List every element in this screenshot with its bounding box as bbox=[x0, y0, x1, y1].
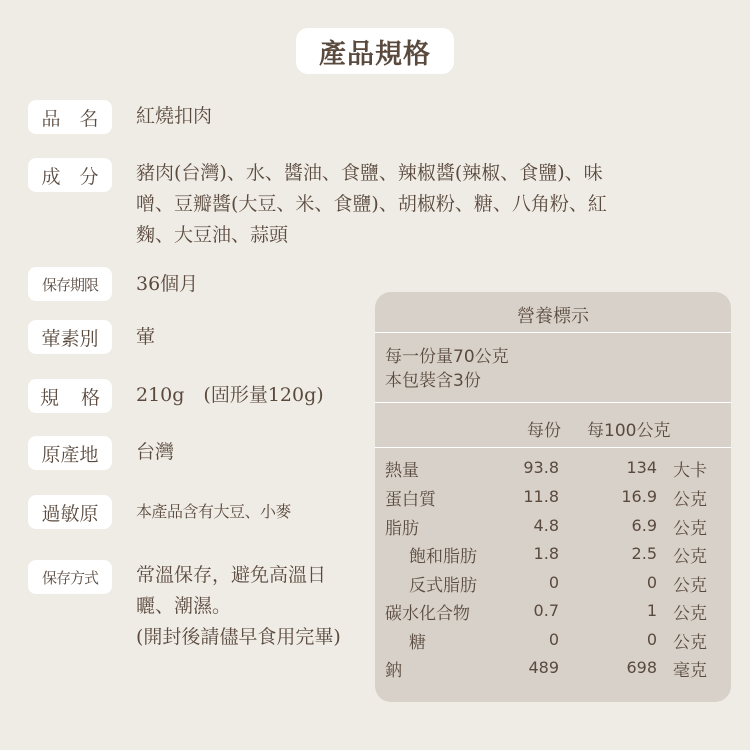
servings-per-pack: 本包裝含3份 bbox=[385, 371, 481, 391]
unit: 公克 bbox=[673, 633, 707, 653]
ingredients-label: 成 分 bbox=[28, 158, 112, 192]
allergen-label: 過敏原 bbox=[28, 495, 112, 529]
unit: 公克 bbox=[673, 547, 707, 567]
spec-value: 210g (固形量120g) bbox=[136, 384, 324, 406]
nutrition-row bbox=[375, 485, 731, 513]
nutrition-row bbox=[375, 456, 731, 484]
nutrition-row bbox=[375, 628, 731, 656]
nutrition-row bbox=[375, 656, 731, 684]
ingredients-value bbox=[136, 158, 607, 251]
origin-label: 原產地 bbox=[28, 436, 112, 470]
nutrition-row bbox=[375, 514, 731, 542]
serving-info bbox=[385, 345, 509, 393]
per-serving-value: 0 bbox=[548, 630, 559, 649]
per-100g-value: 16.9 bbox=[621, 487, 657, 506]
per-100g-value: 0 bbox=[646, 573, 657, 592]
per-100g-value: 1 bbox=[646, 601, 657, 620]
unit: 大卡 bbox=[673, 461, 707, 481]
serving-size: 每一份量70公克 bbox=[385, 347, 509, 367]
nutrition-row bbox=[375, 599, 731, 627]
nutrient-name: 反式脂肪 bbox=[409, 576, 477, 596]
nutrient-name: 糖 bbox=[409, 633, 426, 653]
nutrient-name: 脂肪 bbox=[385, 519, 419, 539]
nutrition-panel bbox=[375, 292, 731, 702]
ingredients-line: 麴、大豆油、蒜頭 bbox=[136, 224, 289, 246]
per-serving-value: 1.8 bbox=[533, 544, 559, 563]
per-serving-value: 0.7 bbox=[533, 601, 559, 620]
diet-value: 葷 bbox=[136, 326, 156, 348]
allergen-value: 本產品含有大豆、小麥 bbox=[136, 502, 292, 521]
diet-label: 葷素別 bbox=[28, 320, 112, 354]
storage-label: 保存方式 bbox=[28, 560, 112, 594]
divider bbox=[375, 402, 731, 403]
name-value: 紅燒扣肉 bbox=[136, 105, 213, 127]
nutrient-name: 鈉 bbox=[385, 661, 402, 681]
page-title: 產品規格 bbox=[296, 28, 454, 74]
spec-label: 規格 bbox=[28, 379, 112, 413]
origin-value: 台灣 bbox=[136, 441, 175, 463]
per-serving-value: 4.8 bbox=[533, 516, 559, 535]
shelf-life-label: 保存期限 bbox=[28, 267, 112, 301]
storage-line: 曬、潮濕。 bbox=[136, 595, 232, 617]
nutrient-name: 碳水化合物 bbox=[385, 604, 470, 624]
per-100g-value: 2.5 bbox=[631, 544, 657, 563]
unit: 公克 bbox=[673, 490, 707, 510]
ingredients-line: 豬肉(台灣)、水、醬油、食鹽、辣椒醬(辣椒、食鹽)、味 bbox=[136, 162, 603, 184]
per-serving-value: 489 bbox=[528, 658, 559, 677]
per-serving-value: 93.8 bbox=[523, 458, 559, 477]
storage-value bbox=[136, 560, 341, 653]
divider bbox=[375, 447, 731, 448]
shelf-life-value: 36個月 bbox=[136, 273, 199, 295]
unit: 公克 bbox=[673, 604, 707, 624]
per-100g-value: 134 bbox=[626, 458, 657, 477]
storage-line: 常溫保存，避免高溫日 bbox=[136, 564, 327, 586]
divider bbox=[375, 332, 731, 333]
col-header-per-100g: 每100公克 bbox=[587, 421, 671, 441]
name-label: 品 名 bbox=[28, 100, 112, 134]
per-100g-value: 6.9 bbox=[631, 516, 657, 535]
per-100g-value: 0 bbox=[646, 630, 657, 649]
nutrient-name: 蛋白質 bbox=[385, 490, 436, 510]
per-serving-value: 11.8 bbox=[523, 487, 559, 506]
ingredients-line: 噌、豆瓣醬(大豆、米、食鹽)、胡椒粉、糖、八角粉、紅 bbox=[136, 193, 607, 215]
per-100g-value: 698 bbox=[626, 658, 657, 677]
storage-line: (開封後請儘早食用完畢) bbox=[136, 626, 341, 648]
per-serving-value: 0 bbox=[548, 573, 559, 592]
nutrition-row bbox=[375, 542, 731, 570]
nutrition-row bbox=[375, 571, 731, 599]
nutrient-name: 熱量 bbox=[385, 461, 419, 481]
unit: 毫克 bbox=[673, 661, 707, 681]
col-header-per-serving: 每份 bbox=[527, 421, 561, 441]
nutrient-name: 飽和脂肪 bbox=[409, 547, 477, 567]
unit: 公克 bbox=[673, 519, 707, 539]
unit: 公克 bbox=[673, 576, 707, 596]
nutrition-title: 營養標示 bbox=[517, 306, 589, 327]
